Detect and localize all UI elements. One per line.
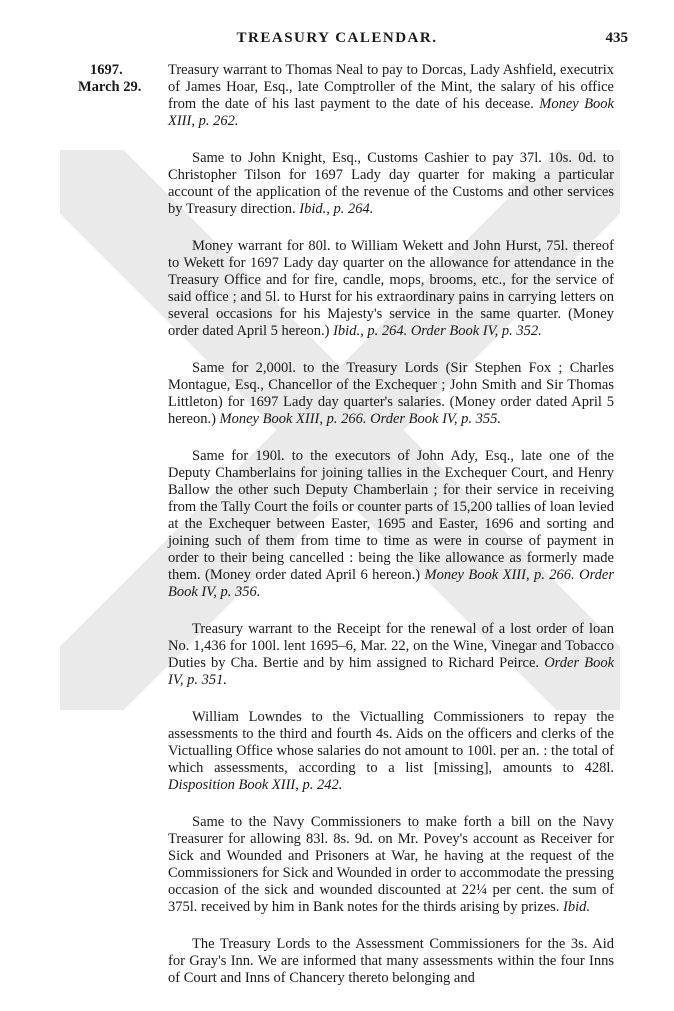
source-reference: Money Book XIII, p. 262.	[168, 96, 614, 129]
source-reference: Order Book IV, p. 351.	[168, 655, 615, 688]
entry: Same to John Knight, Esq., Customs Cashier to pay 37l. 10s. 0d. to Christopher Tilson for 1697 Lady day quarter for making a particular account of the application of the revenue of the Customs and other services by Treasury direction. Ibid., p. 264.	[168, 150, 614, 217]
entry: Money warrant for 80l. to William Wekett and John Hurst, 75l. thereof to Wekett for 1697 Lady day quarter on the allowance for attendance in the Treasury Office and for fire, candle, mops, brooms, etc., for the service of said office ; and 5l. to Hurst for his extraordinary pains in carrying letters on several occasions for his Majesty's service in the same quarter. (Money order dated April 5 hereon.) Ibid., p. 264. Order Book IV, p. 352.	[168, 238, 614, 339]
entry: The Treasury Lords to the Assessment Commissioners for the 3s. Aid for Gray's Inn. We are informed that many assessments within the four Inns of Court and Inns of Chancery thereto belonging and	[168, 936, 614, 986]
entry: Treasury warrant to Thomas Neal to pay to Dorcas, Lady Ashfield, executrix of James Hoar, Esq., late Comptroller of the Mint, the salary of his office from the date of his last payment to the date of his decease. Money Book XIII, p. 262.	[168, 62, 614, 129]
source-reference: Money Book XIII, p. 266. Order Book IV, p. 355.	[219, 411, 502, 427]
margin-day: March 29.	[78, 79, 142, 95]
source-reference: Disposition Book XIII, p. 242.	[168, 777, 343, 793]
page-number: 435	[605, 30, 628, 46]
calendar-entries	[168, 62, 614, 1007]
margin-date	[78, 62, 141, 96]
source-reference: Ibid.	[563, 899, 591, 915]
source-reference: Money Book XIII, p. 266. Order Book IV, p. 356.	[168, 567, 615, 600]
page-header	[0, 30, 674, 54]
margin-year: 1697.	[90, 62, 123, 78]
source-reference: Ibid., p. 264.	[299, 201, 374, 217]
source-reference: Ibid., p. 264. Order Book IV, p. 352.	[333, 323, 542, 339]
entry: Treasury warrant to the Receipt for the renewal of a lost order of loan No. 1,436 for 100l. lent 1695–6, Mar. 22, on the Wine, Vinegar and Tobacco Duties by Cha. Bertie and by him assigned to Richard Peirce. Order Book IV, p. 351.	[168, 621, 615, 688]
entry: Same to the Navy Commissioners to make forth a bill on the Navy Treasurer for allowing 83l. 8s. 9d. on Mr. Povey's account as Receiver for Sick and Wounded and Prisoners at War, he having at the request of the Commissioners for Sick and Wounded in order to accommodate the pressing occasion of the sick and wounded discounted at 22¼ per cent. the sum of 375l. received by him in Bank notes for the thirds arising by prizes. Ibid.	[168, 814, 614, 915]
entry: William Lowndes to the Victualling Commissioners to repay the assessments to the third and fourth 4s. Aids on the officers and clerks of the Victualling Office whose salaries do not amount to 100l. per an. : the total of which assessments, according to a list [missing], amounts to 428l. Disposition Book XIII, p. 242.	[168, 709, 614, 793]
entry: Same for 2,000l. to the Treasury Lords (Sir Stephen Fox ; Charles Montague, Esq., Chancellor of the Exchequer ; John Smith and Sir Thomas Littleton) for 1697 Lady day quarter's salaries. (Money order dated April 5 hereon.) Money Book XIII, p. 266. Order Book IV, p. 355.	[168, 360, 614, 427]
running-title: TREASURY CALENDAR.	[236, 30, 438, 46]
entry: Same for 190l. to the executors of John Ady, Esq., late one of the Deputy Chamberlains for joining tallies in the Exchequer Court, and Henry Ballow the other such Deputy Chamberlain ; for their service in receiving from the Tally Court the foils or counter parts of 15,200 tallies of loan levied at the Exchequer between Easter, 1695 and Easter, 1696 and sorting and joining such of them from time to time as were in course of payment in order to their being cancelled : being the like allowance as formerly made them. (Money order dated April 6 hereon.) Money Book XIII, p. 266. Order Book IV, p. 356.	[168, 448, 615, 600]
